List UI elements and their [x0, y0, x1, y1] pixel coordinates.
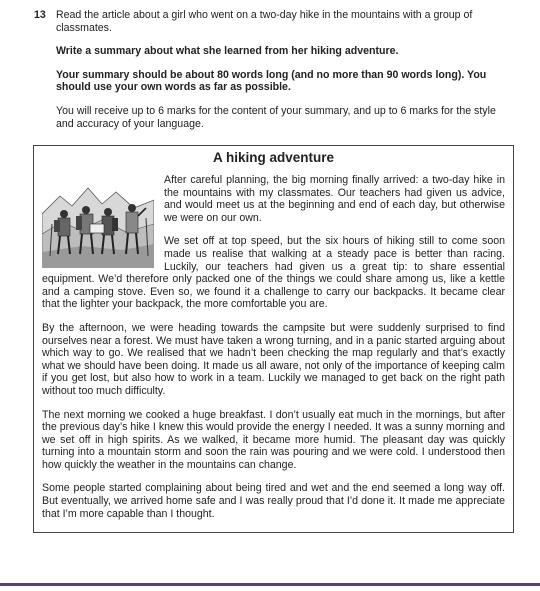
hikers-illustration: [42, 174, 154, 268]
page-footer-rule: [0, 583, 540, 586]
article-paragraph: By the afternoon, we were heading towards the campsite but were suddenly surprised to find ourselves near a forest. We must have taken a wrong turning, and in a panic started arguing about which way to go. We realised that we hadn’t been checking the map regularly and that’s exactly what we should have been doing. It made us all aware, not only of the importance of keeping calm if you get lost, but also how to work in a team. Luckily we managed to get back on the right path without too much difficulty.: [42, 321, 505, 397]
question-intro: Read the article about a girl who went on a two-day hike in the mountains with a group of classmates.: [56, 9, 473, 34]
question-task: Write a summary about what she learned from her hiking adventure.: [56, 45, 399, 58]
article-title: A hiking adventure: [212, 150, 335, 165]
question-marks: You will receive up to 6 marks for the content of your summary, and up to 6 marks for the style and accuracy of your language.: [56, 104, 496, 130]
article-paragraph: We set off at top speed, but the six hours of hiking still to come soon made us realise that walking at a steady pace is better than racing. Luckily, our teachers had given us a great tip: to share essential equipment. We’d therefore only packed one of the things we could share among us, like a kettle and a camping stove. Even so, we found it a challenge to carry our backpacks. It became clear that the lighter your backpack, the more comfortable you are.: [42, 235, 505, 311]
article-paragraph: Some people started complaining about being tired and wet and the end seemed a long way off. But eventually, we arrived home safe and I was really proud that I’d done it. It made me appreciate that I’m more capable than I thought.: [42, 482, 505, 520]
question-instructions: [56, 9, 516, 141]
question-number: 13: [34, 9, 46, 21]
article-paragraph: The next morning we cooked a huge breakfast. I don’t usually eat much in the mornings, but after the previous day’s hike I knew this would provide the energy I needed. It was a sunny morning and we set off in high spirits. As we walked, it became more humid. The pleasant day was quickly turning into a mountain storm and soon the rain was pouring and we were cold. I understood then how quickly the weather in the mountains can change.: [42, 408, 505, 471]
article-box: [33, 145, 514, 533]
article-paragraph: After careful planning, the big morning finally arrived: a two-day hike in the mountains with my classmates. Our teachers had given us advice, and would meet us at the beginning and end of each day, but otherwise we were on our own.: [164, 174, 505, 224]
question-length: Your summary should be about 80 words long (and no more than 90 words long). You should use your own words as far as possible.: [56, 68, 487, 94]
